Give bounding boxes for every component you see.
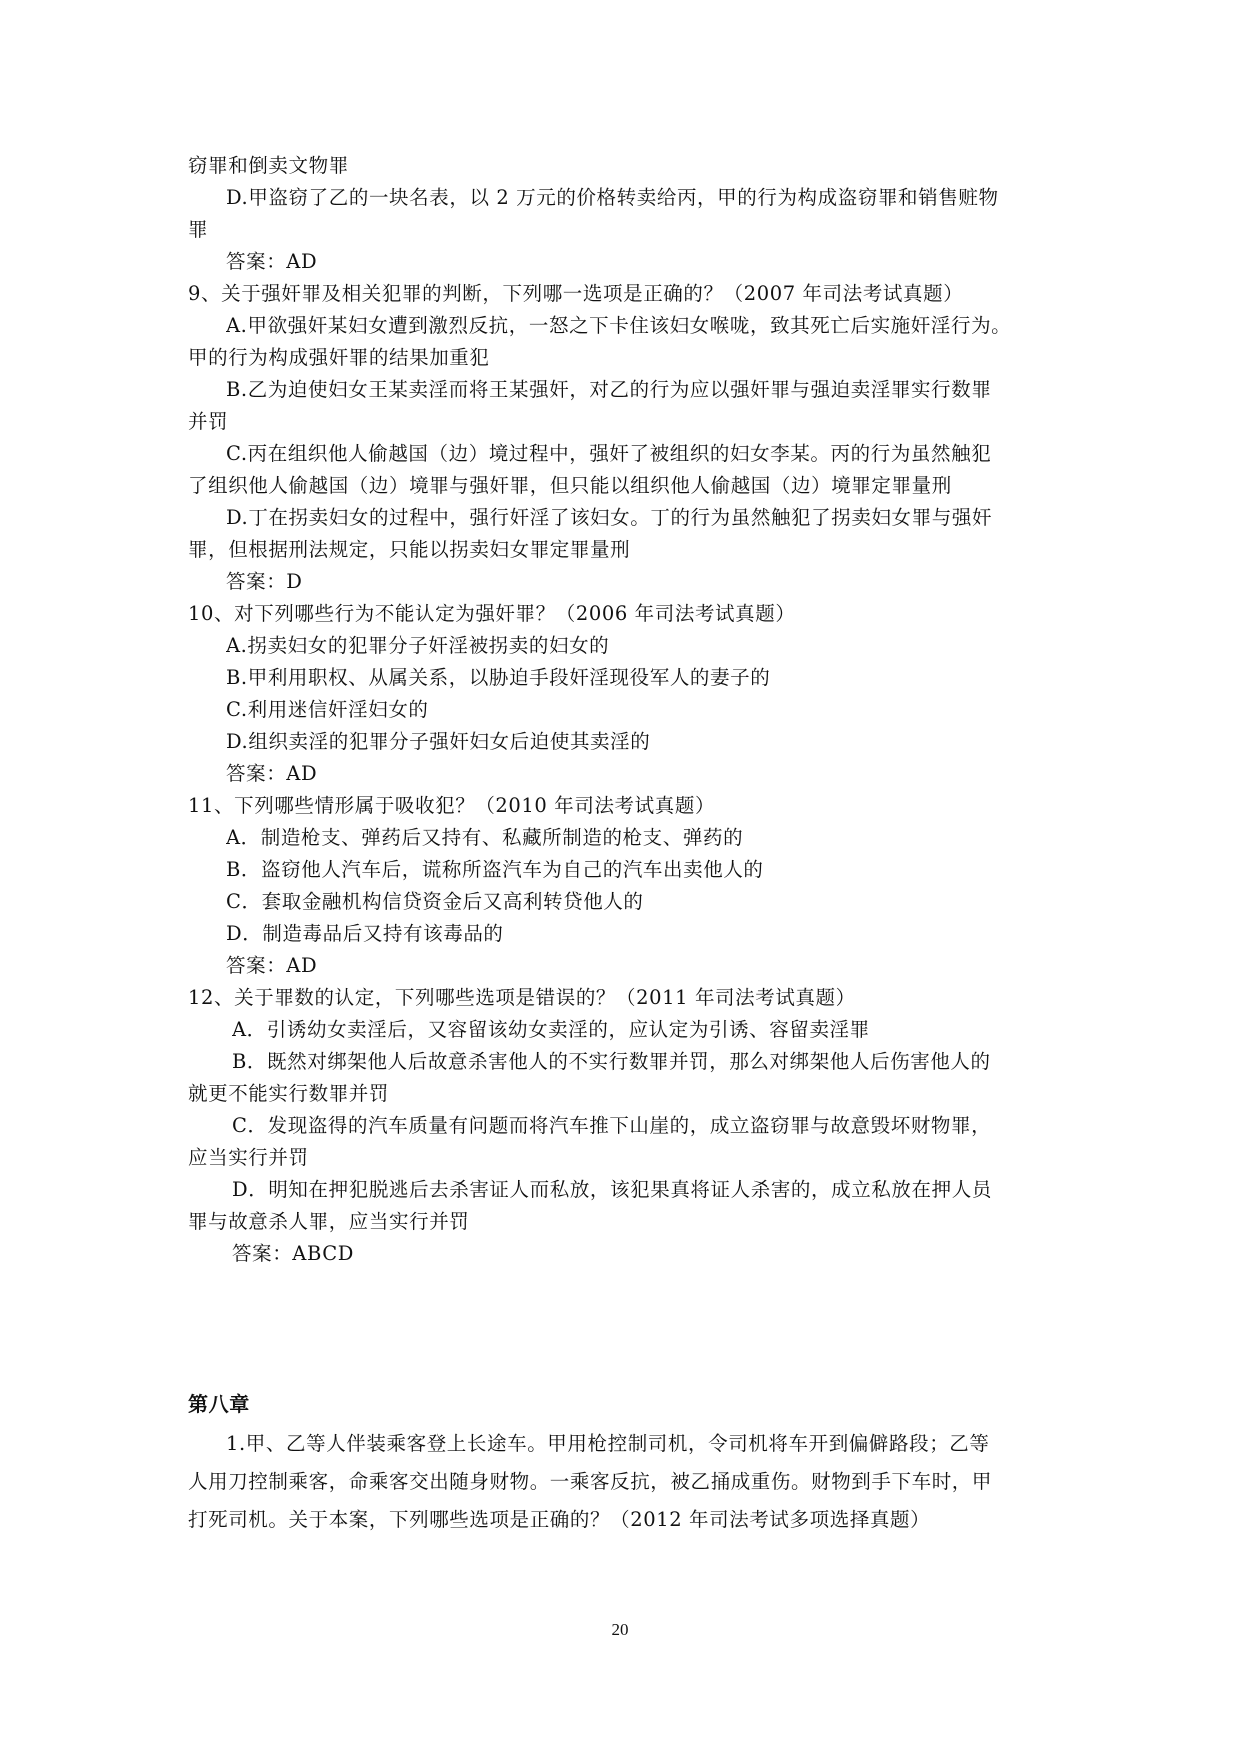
text-line: 窃罪和倒卖文物罪 xyxy=(188,154,349,177)
question-12: 12、关于罪数的认定，下列哪些选项是错误的？（2011 年司法考试真题） xyxy=(188,986,856,1009)
option-d: D.甲盗窃了乙的一块名表，以 2 万元的价格转卖给丙，甲的行为构成盗窃罪和销售赃物 xyxy=(226,186,999,209)
answer: 答案：D xyxy=(226,570,303,593)
answer: 答案：AD xyxy=(226,250,318,273)
option-b: B．既然对绑架他人后故意杀害他人的不实行数罪并罚，那么对绑架他人后伤害他人的 xyxy=(232,1050,991,1073)
chapter-heading: 第八章 xyxy=(188,1392,250,1416)
option-a: A．制造枪支、弹药后又持有、私藏所制造的枪支、弹药的 xyxy=(226,826,744,849)
text-line: 并罚 xyxy=(188,410,229,433)
question-11: 11、下列哪些情形属于吸收犯？（2010 年司法考试真题） xyxy=(188,794,716,817)
option-c: C.利用迷信奸淫妇女的 xyxy=(226,698,429,721)
option-b: B.乙为迫使妇女王某卖淫而将王某强奸，对乙的行为应以强奸罪与强迫卖淫罪实行数罪 xyxy=(226,378,992,401)
text-line: 打死司机。关于本案，下列哪些选项是正确的？（2012 年司法考试多项选择真题） xyxy=(188,1508,931,1531)
option-c: C．套取金融机构信贷资金后又高利转贷他人的 xyxy=(226,890,644,913)
option-a: A.甲欲强奸某妇女遭到激烈反抗，一怒之下卡住该妇女喉咙，致其死亡后实施奸淫行为。 xyxy=(226,314,1012,337)
option-d: D．明知在押犯脱逃后去杀害证人而私放，该犯果真将证人杀害的，成立私放在押人员 xyxy=(232,1178,992,1201)
text-line: 甲的行为构成强奸罪的结果加重犯 xyxy=(188,346,490,369)
answer: 答案：ABCD xyxy=(232,1242,355,1265)
page-number: 20 xyxy=(611,1620,629,1639)
option-c: C．发现盗得的汽车质量有问题而将汽车推下山崖的，成立盗窃罪与故意毁坏财物罪， xyxy=(232,1114,992,1137)
text-line: 罪，但根据刑法规定，只能以拐卖妇女罪定罪量刑 xyxy=(188,538,631,561)
chapter-question-1: 1.甲、乙等人伴装乘客登上长途车。甲用枪控制司机，令司机将车开到偏僻路段；乙等 xyxy=(226,1432,990,1455)
option-d: D.丁在拐卖妇女的过程中，强行奸淫了该妇女。丁的行为虽然触犯了拐卖妇女罪与强奸 xyxy=(226,506,993,529)
text-line: 应当实行并罚 xyxy=(188,1146,309,1169)
question-9: 9、关于强奸罪及相关犯罪的判断，下列哪一选项是正确的？（2007 年司法考试真题） xyxy=(188,282,964,305)
option-a: A．引诱幼女卖淫后，又容留该幼女卖淫的，应认定为引诱、容留卖淫罪 xyxy=(232,1018,870,1041)
text-line: 罪 xyxy=(188,218,209,241)
answer: 答案：AD xyxy=(226,954,318,977)
text-line: 了组织他人偷越国（边）境罪与强奸罪，但只能以组织他人偷越国（边）境罪定罪量刑 xyxy=(188,474,952,497)
option-d: D.组织卖淫的犯罪分子强奸妇女后迫使其卖淫的 xyxy=(226,730,651,753)
option-b: B.甲利用职权、从属关系，以胁迫手段奸淫现役军人的妻子的 xyxy=(226,666,771,689)
answer: 答案：AD xyxy=(226,762,318,785)
text-line: 罪与故意杀人罪，应当实行并罚 xyxy=(188,1210,470,1233)
option-b: B．盗窃他人汽车后，谎称所盗汽车为自己的汽车出卖他人的 xyxy=(226,858,764,881)
option-a: A.拐卖妇女的犯罪分子奸淫被拐卖的妇女的 xyxy=(226,634,610,657)
question-10: 10、对下列哪些行为不能认定为强奸罪？（2006 年司法考试真题） xyxy=(188,602,796,625)
text-line: 人用刀控制乘客，命乘客交出随身财物。一乘客反抗，被乙捅成重伤。财物到手下车时，甲 xyxy=(188,1470,993,1493)
option-c: C.丙在组织他人偷越国（边）境过程中，强奸了被组织的妇女李某。丙的行为虽然触犯 xyxy=(226,442,992,465)
text-line: 就更不能实行数罪并罚 xyxy=(188,1082,390,1105)
option-d: D．制造毒品后又持有该毒品的 xyxy=(226,922,504,945)
